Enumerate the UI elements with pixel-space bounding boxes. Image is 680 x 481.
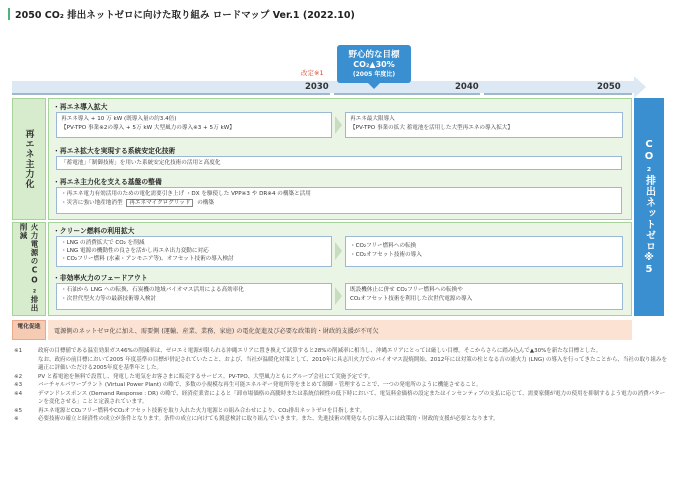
timeline-segment-2030 [12,93,330,95]
clean-fuel-item3: ・CO₂フリー燃料 (水素・アンモニア等)、オフセット技術の導入検討 [61,256,234,263]
footnote [14,415,670,424]
expansion-2030-line2: 【PV-TPO 事業※2の導入 + 5万 kW 大型風力の導入※3 + 5万 kW】 [61,124,235,131]
expansion-2050-line1: 再エネ最大限導入 [350,116,395,122]
year-2040: 2040 [455,82,479,92]
footnote-mark: ※1 [14,348,23,354]
timeline-arrow-icon [634,76,646,98]
stabilization-item: 「蓄電池」「制御技術」を用いた系統安定化技術の活用と高度化 [61,160,221,166]
year-2050: 2050 [597,82,621,92]
footnote-text: 再エネ電源とCO₂フリー燃料やCO₂オフセット技術を取り入れた火力電源との組み合わせにより、CO₂排出ネットゼロを目指します。 [38,407,366,414]
footnote-text: なお、政府の前目標において2005 年度基準の目標が併記されていたこと、および、当社が温暖化対策として、2010年に具志川火力でのバイオマス混焼開始、2012年には対策の柱となる吉の浦火力 (LNG) の導入を行ってきたことから、当社の取り組みを適正に評価いただける2005年度を基準年とした。 [38,356,667,372]
clean-fuel-box-2050 [345,236,623,267]
infrastructure-item2-tail: の構築 [197,199,214,206]
footnotes [14,347,670,424]
goal-title: 野心的な目標 [348,50,400,60]
arrow-right-icon [335,287,342,305]
footnote-text: PV と蓄電池を無料で設置し、発電した電気をお客さまに販売するサービス。PV-TPO、大型風力ともにグループ会社にて実施予定です。 [38,373,374,380]
stabilization-heading: ・再エネ拡大を実現する系統安定化技術 [53,147,176,155]
arrow-right-icon [335,242,342,260]
infrastructure-item1: ・再エネ電力有効活用のための電化需要引き上げ ・DX を駆使した VPP※3 や DR※4 の構築と活用 [61,191,311,197]
page-title: 2050 CO₂ 排出ネットゼロに向けた取り組み ロードマップ Ver.1 (2022.10) [15,10,355,21]
electrification-band [48,320,632,340]
ambitious-goal-box [337,45,411,83]
footnote-mark: ※5 [14,407,23,414]
fade-out-box-2030 [56,283,332,310]
electrification-text: 電源側のネットゼロ化に加え、需要側 (運輸、産業、業務、家庭) の電化促進及び必要な政策的・財政的支援が不可欠 [54,327,379,335]
section-label-thermal: 火力電源のCO₂排出削減 [12,222,46,316]
infrastructure-box [56,187,622,214]
footnote [14,407,670,416]
fade-out-box-2050 [345,283,623,310]
footnote-text: 政府の目標値である温室効果ガス46%の削減率は、ゼロエミ電源が限られる沖縄エリアに置き換えて試算すると28%の削減率に相当し、沖縄エリアにとっては厳しい目標。そこからさらに踏み込んで▲30%を新たな目標とした。 [38,348,602,354]
title-accent-bar [8,8,10,20]
title-row [8,6,355,22]
footnote-mark: ※3 [14,382,23,389]
expansion-2030-line1: 再エネ導入 + 10 万 kW (既導入量の約3.4倍) [61,116,177,122]
fade-out-heading: ・非効率火力のフェードアウト [53,274,148,282]
goal-baseline: (2005 年度比) [352,71,396,78]
fade-out-right1: 既設機休止に併せ CO₂フリー燃料への転換や [350,287,463,293]
footnote-text: 必要技術の確立と経済性の成立が条件となります。条件の成立に向けても鋭意検討に取り組んでいきます。また、先進技術の開発ならびに導入には政策的・財政的支援が必要となります。 [38,416,499,423]
footnote [14,373,670,382]
section-label-renewables: 再エネ主力化 [12,98,46,220]
infrastructure-item2-row [61,199,617,208]
infrastructure-item2: ・災害に強い地産地消型 [61,199,123,206]
footnote-mark: ※ [14,416,19,423]
year-2030: 2030 [305,82,329,92]
timeline-segment-2050 [484,93,632,95]
timeline-segment-2040 [334,93,480,95]
fade-out-item1: ・石油から LNG への転換、石炭機の地域バイオマス活用による高効率化 [61,287,244,293]
clean-fuel-item1: ・LNG の消費拡大で CO₂ を削減 [61,240,145,246]
arrow-right-icon [335,116,342,134]
clean-fuel-right2: ・CO₂オフセット技術の導入 [350,251,422,258]
footnote-mark: ※2 [14,373,23,380]
footnote-mark [14,356,38,373]
goal-pointer-icon [368,83,380,89]
microgrid-tag: 再エネマイクログリッド [126,199,193,207]
stabilization-box [56,156,622,170]
renewables-expansion-box-2030 [56,112,332,138]
footnote-mark: ※4 [14,390,23,397]
electrification-label: 電化促進 [12,320,46,340]
footnote [14,356,670,373]
fade-out-item2: ・次世代型火力等の最新技術導入検討 [61,295,157,302]
expansion-2050-line2: 【PV-TPO 事業の拡大 蓄電池を活用した大型再エネの導入拡大】 [350,124,513,131]
net-zero-banner: CO₂排出ネットゼロ※5 [634,98,664,316]
infrastructure-heading: ・再エネ主力化を支える基盤の整備 [53,178,162,186]
revised-label: 改定※1 [301,69,324,77]
clean-fuel-heading: ・クリーン燃料の利用拡大 [53,227,135,235]
footnote [14,381,670,390]
clean-fuel-item2: ・LNG 電源の機動性の良さを活かし再エネ出力変動に対応 [61,248,209,255]
fade-out-right2: CO₂オフセット技術を利用した次世代電源の導入 [350,295,473,302]
footnote-text: デマンドレスポンス (Demand Response : DR) の略で、経済産業省によると「卸市場価格の高騰時または系統信頼性の低下時において、電気料金価格の設定またはインセンティブの支払に応じて、需要家側が電力の使用を抑制するよう電力の消費パターンを変化させる」ことと定義されています。 [38,390,666,406]
renewables-expansion-box-2050 [345,112,623,138]
footnote [14,347,670,356]
footnote [14,390,670,407]
clean-fuel-right1: ・CO₂フリー燃料への転換 [350,243,417,249]
footnote-text: バーチャルパワープラント (Virtual Power Plant) の略で、多数の小規模な再生可能エネルギー発電所等をまとめて制御・管理することで、一つの発電所のように機能させること。 [38,382,482,389]
goal-target: CO₂▲30% [353,60,395,69]
renewables-expansion-heading: ・再エネ導入拡大 [53,103,108,111]
clean-fuel-box-2030 [56,236,332,267]
